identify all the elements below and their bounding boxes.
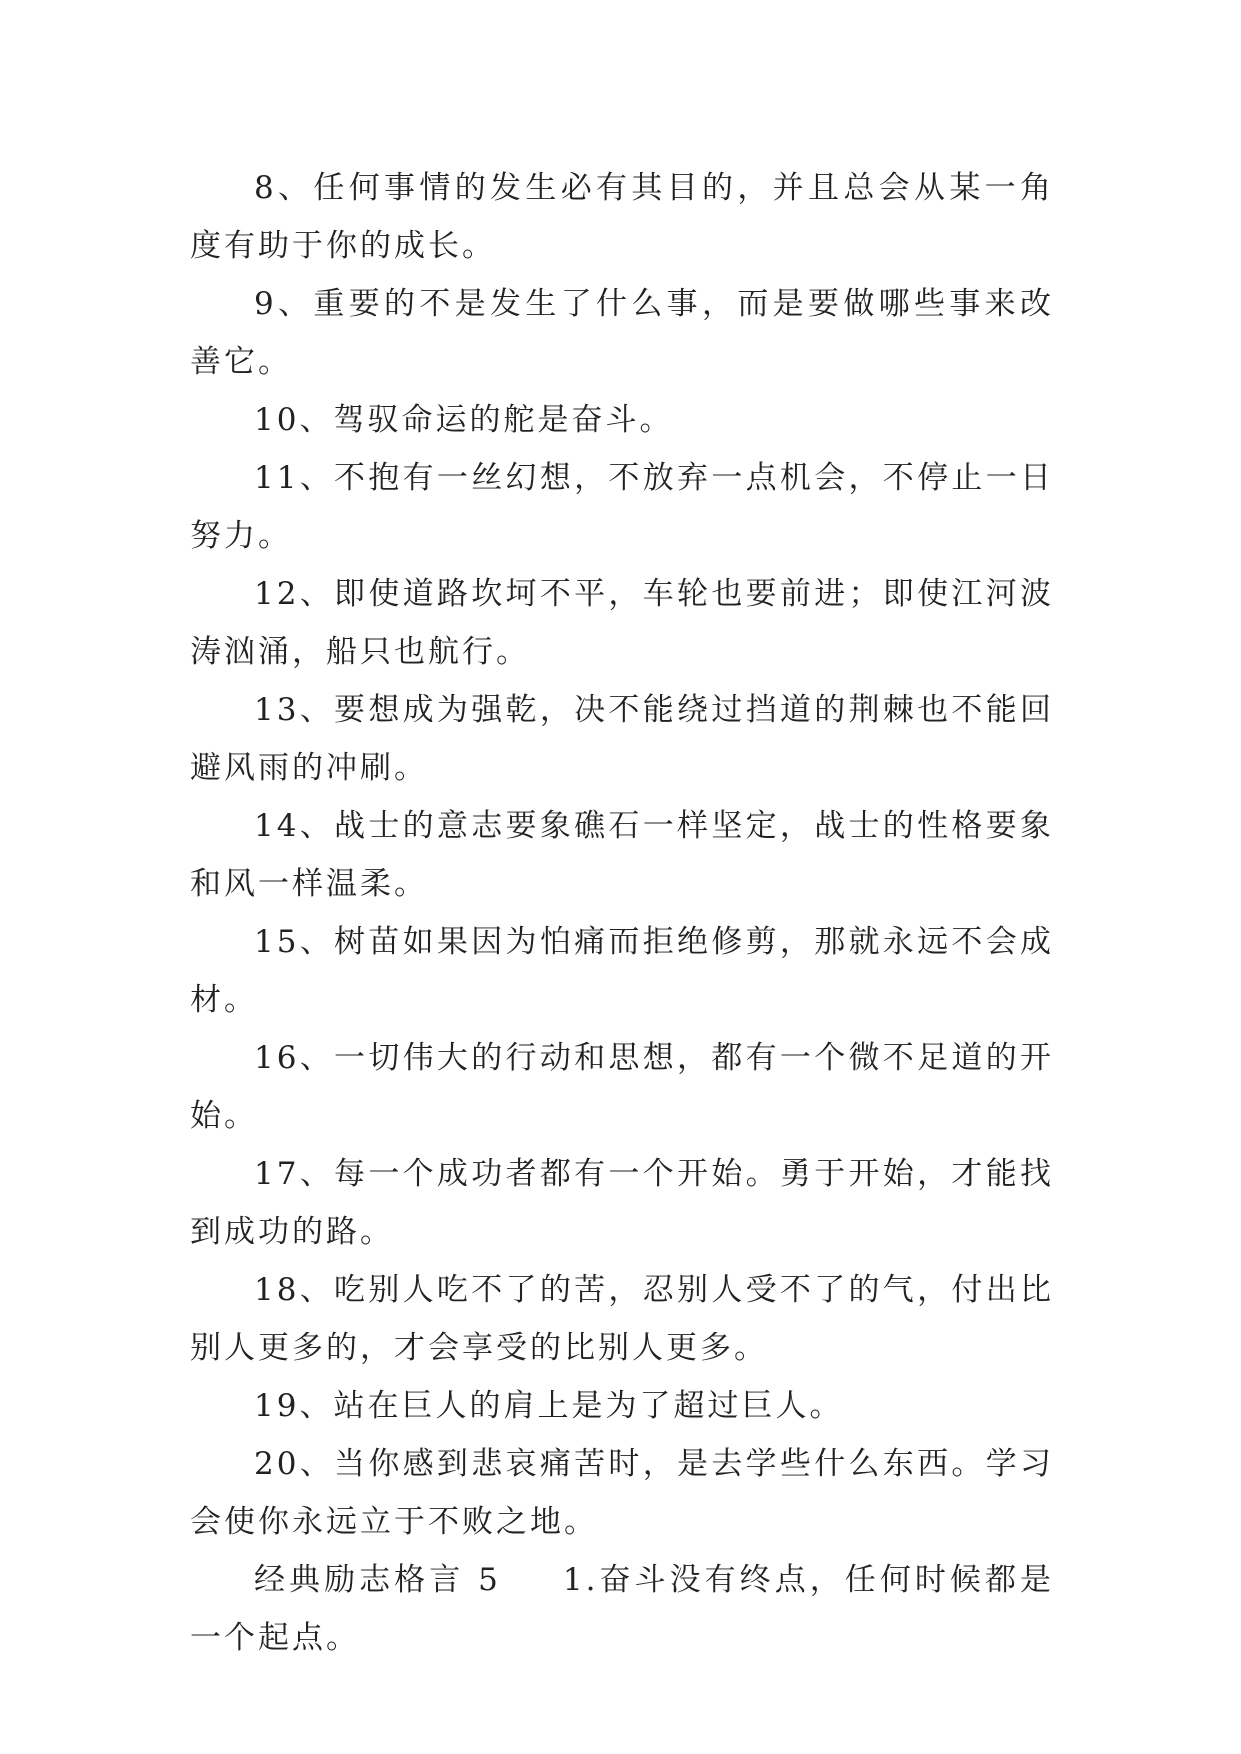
quote-paragraph-8: 8、任何事情的发生必有其目的，并且总会从某一角度有助于你的成长。: [190, 170, 1054, 264]
section-heading: 经典励志格言 5: [254, 1562, 501, 1598]
quote-paragraph-20: 20、当你感到悲哀痛苦时，是去学些什么东西。学习会使你永远立于不败之地。: [190, 1446, 1054, 1540]
quote-paragraph-18: 18、吃别人吃不了的苦，忍别人受不了的气，付出比别人更多的，才会享受的比别人更多。: [190, 1272, 1054, 1366]
quote-paragraph-13: 13、要想成为强乾，决不能绕过挡道的荆棘也不能回避风雨的冲刷。: [190, 692, 1054, 786]
section-first-item: 1.奋斗没有终点，任何时候都是一个起点。: [190, 1562, 1054, 1656]
quote-paragraph-11: 11、不抱有一丝幻想，不放弃一点机会，不停止一日努力。: [190, 460, 1054, 554]
quote-paragraph-19: 19、站在巨人的肩上是为了超过巨人。: [254, 1388, 844, 1424]
quote-paragraph-10: 10、驾驭命运的舵是奋斗。: [254, 402, 674, 438]
section-paragraph: [190, 1551, 1054, 1667]
document-body: [190, 159, 1054, 1667]
quote-paragraph-17: 17、每一个成功者都有一个开始。勇于开始，才能找到成功的路。: [190, 1156, 1054, 1250]
quote-paragraph-16: 16、一切伟大的行动和思想，都有一个微不足道的开始。: [190, 1040, 1054, 1134]
quote-paragraph-14: 14、战士的意志要象礁石一样坚定，战士的性格要象和风一样温柔。: [190, 808, 1054, 902]
quote-paragraph-12: 12、即使道路坎坷不平，车轮也要前进；即使江河波涛汹涌，船只也航行。: [190, 576, 1054, 670]
quote-paragraph-9: 9、重要的不是发生了什么事，而是要做哪些事来改善它。: [190, 286, 1054, 380]
quote-paragraph-15: 15、树苗如果因为怕痛而拒绝修剪，那就永远不会成材。: [190, 924, 1054, 1018]
